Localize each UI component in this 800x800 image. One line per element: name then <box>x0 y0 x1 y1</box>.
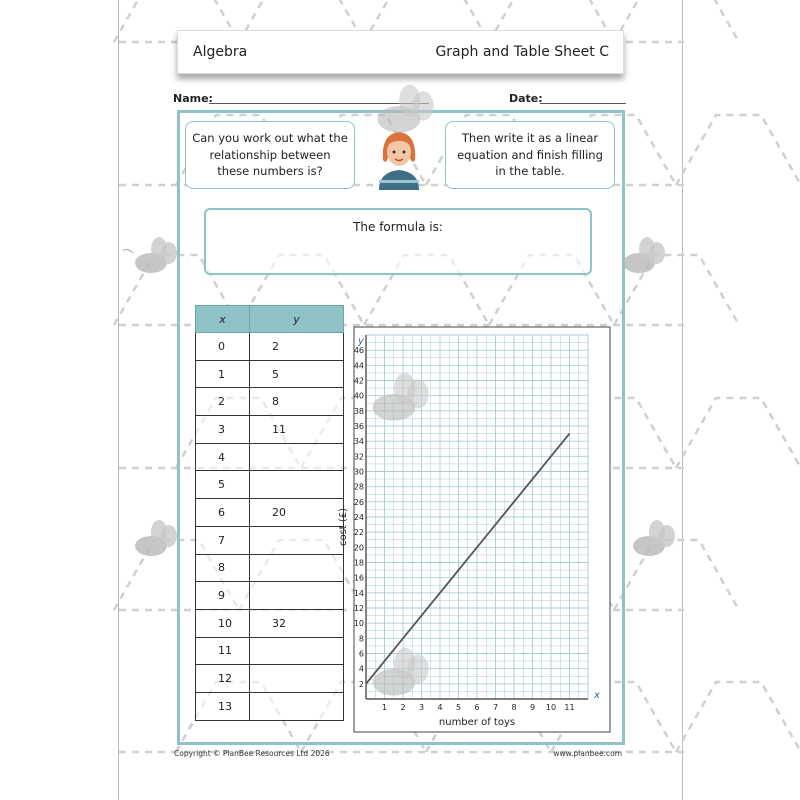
y-tick-label: 32 <box>353 452 364 462</box>
table-cell-y[interactable] <box>250 692 344 720</box>
table-cell-y[interactable] <box>250 554 344 582</box>
x-tick-label: 9 <box>529 703 536 712</box>
footer-copyright: Copyright © PlanBee Resources Ltd 2026 <box>174 749 330 758</box>
y-tick-label: 44 <box>353 361 364 371</box>
table-cell-y[interactable] <box>250 526 344 554</box>
table-row <box>196 333 344 361</box>
table-cell-x: 9 <box>196 582 250 610</box>
y-tick-label: 18 <box>353 558 364 568</box>
table-cell-y[interactable] <box>250 443 344 471</box>
x-tick-label: 6 <box>474 703 480 712</box>
x-axis-letter: x <box>594 690 600 701</box>
table-row <box>196 582 344 610</box>
table-cell-y: 8 <box>250 388 344 416</box>
table-row <box>196 416 344 444</box>
name-label: Name: <box>173 92 213 105</box>
x-tick-label: 10 <box>545 703 557 712</box>
table-row <box>196 443 344 471</box>
x-tick-label: 1 <box>381 703 388 712</box>
table-row <box>196 499 344 527</box>
table-cell-y: 5 <box>250 360 344 388</box>
x-tick-label: 2 <box>400 703 406 712</box>
bee-watermark-icon <box>359 82 439 142</box>
x-tick-label: 4 <box>437 703 443 712</box>
table-cell-y[interactable] <box>250 665 344 693</box>
bee-watermark-icon <box>609 235 669 280</box>
y-tick-label: 38 <box>353 406 364 416</box>
y-tick-label: 36 <box>353 422 364 431</box>
formula-answer-box[interactable] <box>204 208 592 275</box>
y-tick-label: 26 <box>353 497 364 507</box>
table-row <box>196 360 344 388</box>
table-cell-y[interactable] <box>250 582 344 610</box>
y-tick-label: 22 <box>353 528 364 538</box>
table-cell-x: 11 <box>196 637 250 665</box>
y-tick-label: 16 <box>353 573 364 583</box>
table-row <box>196 692 344 720</box>
y-tick-label: 30 <box>353 467 364 477</box>
table-header-y: y <box>250 306 344 333</box>
footer-website: www.planbee.com <box>553 749 622 758</box>
x-tick-label: 5 <box>455 703 462 712</box>
table-row <box>196 471 344 499</box>
table-cell-x: 3 <box>196 416 250 444</box>
x-tick-label: 8 <box>511 703 517 712</box>
table-cell-x: 12 <box>196 665 250 693</box>
y-tick-label: 2 <box>358 679 364 689</box>
table-row <box>196 609 344 637</box>
table-cell-x: 5 <box>196 471 250 499</box>
table-cell-y[interactable] <box>250 471 344 499</box>
bee-watermark-icon <box>619 518 679 563</box>
table-cell-x: 0 <box>196 333 250 361</box>
table-cell-y: 20 <box>250 499 344 527</box>
table-cell-y: 32 <box>250 609 344 637</box>
bee-watermark-icon <box>354 370 434 430</box>
y-tick-label: 8 <box>358 634 364 644</box>
y-tick-label: 14 <box>353 588 364 598</box>
x-tick-label: 11 <box>564 703 575 712</box>
table-header-x: x <box>196 306 250 333</box>
date-field-line[interactable] <box>540 103 626 104</box>
worksheet-page <box>118 0 683 800</box>
page-title: Algebra <box>193 44 248 60</box>
table-cell-x: 10 <box>196 609 250 637</box>
speech-bubble-left <box>185 121 355 189</box>
speech-bubble-right-text: Then write it as a linear equation and finish filling in the table. <box>457 130 603 179</box>
table-cell-y: 2 <box>250 333 344 361</box>
table-cell-x: 4 <box>196 443 250 471</box>
formula-label: The formula is: <box>353 220 443 234</box>
date-label: Date: <box>509 92 543 105</box>
y-tick-label: 6 <box>358 649 364 659</box>
y-axis-letter: y <box>358 336 364 347</box>
bee-watermark-icon <box>121 518 181 563</box>
table-cell-x: 6 <box>196 499 250 527</box>
y-tick-label: 20 <box>353 543 364 553</box>
x-axis-title: number of toys <box>438 717 516 728</box>
y-tick-label: 40 <box>353 391 364 401</box>
y-tick-label: 24 <box>353 513 364 522</box>
table-cell-x: 7 <box>196 526 250 554</box>
y-tick-label: 12 <box>353 604 364 613</box>
y-tick-label: 28 <box>353 482 364 492</box>
table-row <box>196 554 344 582</box>
y-tick-label: 46 <box>353 346 364 356</box>
y-tick-label: 10 <box>353 619 364 629</box>
bee-watermark-icon <box>121 235 181 280</box>
table-cell-x: 8 <box>196 554 250 582</box>
table-cell-x: 1 <box>196 360 250 388</box>
table-cell-y: 11 <box>250 416 344 444</box>
sheet-subtitle: Graph and Table Sheet C <box>435 44 609 60</box>
table-row <box>196 388 344 416</box>
y-tick-label: 42 <box>353 376 364 386</box>
speech-bubble-left-text: Can you work out what the relationship between these numbers is? <box>192 130 348 179</box>
bee-watermark-icon <box>354 645 434 705</box>
table-row <box>196 665 344 693</box>
table-row <box>196 526 344 554</box>
table-row <box>196 637 344 665</box>
speech-bubble-right <box>445 121 615 189</box>
table-cell-x: 2 <box>196 388 250 416</box>
xy-table <box>195 305 344 721</box>
header-banner <box>177 30 624 74</box>
y-tick-label: 34 <box>353 437 364 447</box>
y-axis-title: cost (£) <box>338 507 349 547</box>
table-cell-x: 13 <box>196 692 250 720</box>
table-cell-y[interactable] <box>250 637 344 665</box>
x-tick-label: 3 <box>418 703 425 712</box>
y-tick-label: 4 <box>358 664 364 674</box>
x-tick-label: 7 <box>492 703 499 712</box>
